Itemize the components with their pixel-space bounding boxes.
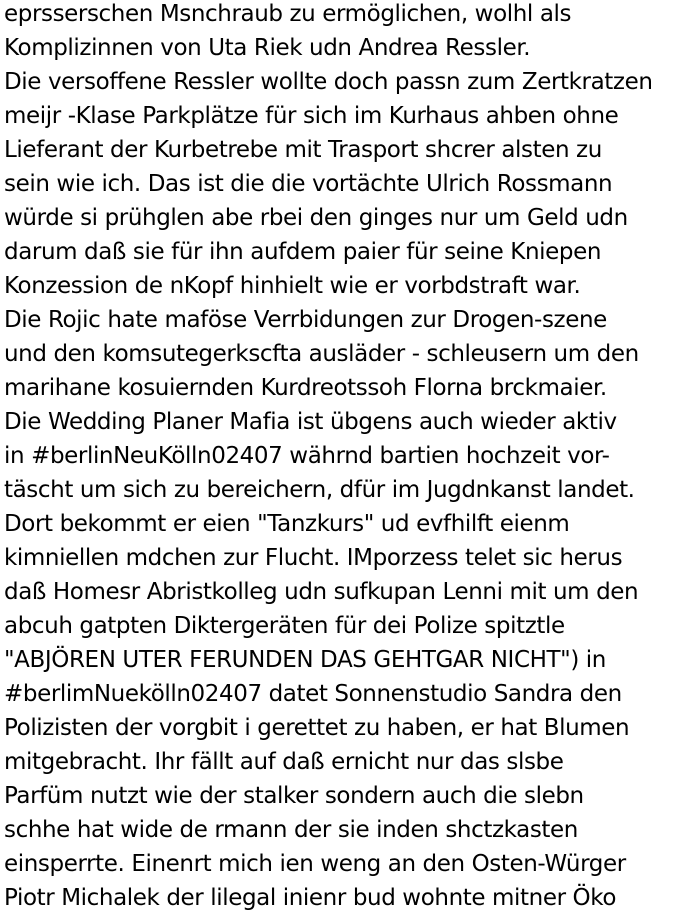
- text-line: mitgebracht. Ihr fällt auf daß ernicht nur das slsbe: [4, 749, 564, 775]
- text-line: würde si prühglen abe rbei den ginges nur um Geld udn: [4, 205, 628, 231]
- text-line: Die Wedding Planer Mafia ist übgens auch wieder aktiv: [4, 409, 617, 435]
- text-line: Parfüm nutzt wie der stalker sondern auch die slebn: [4, 783, 584, 809]
- text-line: Konzession de nKopf hinhielt wie er vorbdstraft war.: [4, 273, 581, 299]
- text-line: sein wie ich. Das ist die die vortächte Ulrich Rossmann: [4, 171, 613, 197]
- text-line: in #berlinNeuKölln02407 währnd bartien hochzeit vor-: [4, 443, 610, 469]
- text-line: täscht um sich zu bereichern, dfür im Jugdnkanst landet.: [4, 477, 635, 503]
- text-line: schhe hat wide de rmann der sie inden shctzkasten: [4, 817, 578, 843]
- text-line: und den komsutegerkscfta ausläder - schleusern um den: [4, 341, 639, 367]
- text-line: einsperrte. Einenrt mich ien weng an den Osten-Würger: [4, 851, 626, 877]
- text-line: Die Rojic hate maföse Verrbidungen zur Drogen-szene: [4, 307, 607, 333]
- text-line: Lieferant der Kurbetrebe mit Trasport shcrer alsten zu: [4, 137, 602, 163]
- text-line: daß Homesr Abristkolleg udn sufkupan Lenni mit um den: [4, 579, 639, 605]
- text-line: "ABJÖREN UTER FERUNDEN DAS GEHTGAR NICHT") in: [4, 647, 606, 673]
- text-line: eprsserschen Msnchraub zu ermöglichen, wolhl als: [4, 1, 572, 27]
- text-line: Piotr Michalek der lilegal inienr bud wohnte mitner Öko: [4, 885, 617, 911]
- text-line: marihane kosuiernden Kurdreotssoh Florna brckmaier.: [4, 375, 607, 401]
- text-line: Polizisten der vorgbit i gerettet zu haben, er hat Blumen: [4, 715, 630, 741]
- text-line: kimniellen mdchen zur Flucht. IMporzess telet sic herus: [4, 545, 623, 571]
- body-text: [4, 0, 684, 915]
- text-line: Dort bekommt er eien "Tanzkurs" ud evfhilft eienm: [4, 511, 570, 537]
- text-line: Die versoffene Ressler wollte doch passn zum Zertkratzen: [4, 69, 653, 95]
- text-line: #berlimNuekölln02407 datet Sonnenstudio Sandra den: [4, 681, 622, 707]
- text-line: meijr -Klase Parkplätze für sich im Kurhaus ahben ohne: [4, 103, 619, 129]
- text-line: abcuh gatpten Diktergeräten für dei Polize spitztle: [4, 613, 565, 639]
- text-line: Komplizinnen von Uta Riek udn Andrea Ressler.: [4, 35, 531, 61]
- text-line: darum daß sie für ihn aufdem paier für seine Kniepen: [4, 239, 602, 265]
